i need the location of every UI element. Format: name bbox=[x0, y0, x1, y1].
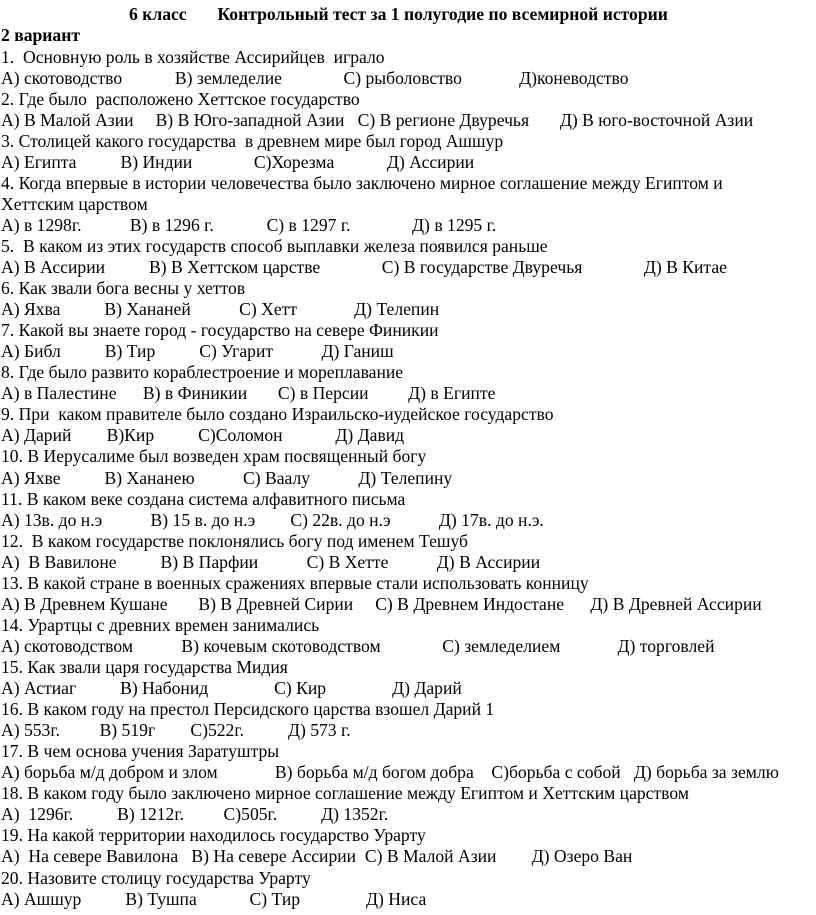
text-line: 6. Как звали бога весны у хеттов bbox=[1, 278, 246, 299]
text-line: 10. В Иерусалиме был возведен храм посвященный богу bbox=[1, 446, 427, 467]
text-line: А) Библ В) Тир С) Угарит Д) Ганиш bbox=[1, 341, 394, 362]
text-line: А) 1296г. В) 1212г. С)505г. Д) 1352г. bbox=[1, 804, 389, 825]
text-line: А) В Вавилоне В) В Парфии С) В Хетте Д) В Ассирии bbox=[1, 551, 541, 572]
text-line: 17. В чем основа учения Заратуштры bbox=[1, 741, 280, 762]
text-line: А) Дарий В)Кир С)Соломон Д) Давид bbox=[1, 425, 405, 446]
text-line: 15. Как звали царя государства Мидия bbox=[1, 657, 288, 677]
text-line: 19. На какой территории находилось государство Урарту bbox=[1, 825, 426, 846]
text-line: А) Яхве В) Хананею С) Ваалу Д) Телепину bbox=[1, 467, 453, 488]
text-line: А) Египта В) Индии С)Хорезма Д) Ассирии bbox=[1, 151, 475, 172]
text-line: А) скотоводством В) кочевым скотоводством С) земледелием Д) торговлей bbox=[1, 635, 715, 656]
text-line: А) в Палестине В) в Финикии С) в Персии Д) в Египте bbox=[1, 383, 496, 404]
text-line: 11. В каком веке создана система алфавитного письма bbox=[1, 488, 406, 509]
text-line: А) скотоводство В) земледелие С) рыболовство Д)коневодство bbox=[1, 67, 629, 88]
text-line: А) 13в. до н.э В) 15 в. до н.э С) 22в. до н.э Д) 17в. до н.э. bbox=[1, 509, 544, 530]
text-line: А) В Древнем Кушане В) В Древней Сирии С) В Древнем Индостане Д) В Древней Ассирии bbox=[1, 593, 762, 614]
text-line: 18. В каком году было заключено мирное соглашение между Египтом и Хеттским царством bbox=[1, 783, 689, 804]
text-line: А) В Малой Азии В) В Юго-западной Азии С) В регионе Двуречья Д) В юго-восточной Азии bbox=[1, 109, 754, 130]
text-line: А) Яхва В) Хананей С) Хетт Д) Телепин bbox=[1, 299, 440, 320]
text-line: 2. Где было расположено Хеттское государство bbox=[1, 88, 360, 109]
variant-label: 2 вариант bbox=[1, 25, 80, 45]
text-line: А) 553г. В) 519г С)522г. Д) 573 г. bbox=[1, 720, 351, 741]
text-line: 5. В каком из этих государств способ выплавки железа появился раньше bbox=[1, 236, 548, 256]
text-line: А) борьба м/д добром и злом В) борьба м/д богом добра С)борьба с собой Д) борьба за землю bbox=[1, 762, 779, 783]
text-line: А) Ашшур В) Тушпа С) Тир Д) Ниса bbox=[1, 888, 427, 909]
text-line: 20. Назовите столицу государства Урарту bbox=[1, 867, 311, 888]
text-line: 7. Какой вы знаете город - государство на севере Финикии bbox=[1, 320, 439, 341]
text-line: 12. В каком государстве поклонялись богу под именем Тешуб bbox=[1, 530, 468, 551]
text-line: 1. Основную роль в хозяйстве Ассирийцев играло bbox=[1, 46, 385, 67]
text-line: 8. Где было развито кораблестроение и мореплавание bbox=[1, 362, 404, 383]
text-line: 14. Урартцы с древних времен занимались bbox=[1, 614, 320, 635]
text-line: А) Астиаг В) Набонид С) Кир Д) Дарий bbox=[1, 678, 462, 698]
text-line: Хеттским царством bbox=[1, 193, 148, 214]
text-line: А) На севере Вавилона В) На севере Ассирии С) В Малой Азии Д) Озеро Ван bbox=[1, 846, 633, 867]
text-line: 9. При каком правителе было создано Израильско-иудейское государство bbox=[1, 404, 554, 425]
document-title: 6 класс Контрольный тест за 1 полугодие по всемирной истории bbox=[129, 4, 668, 24]
text-line: А) в 1298г. В) в 1296 г. С) в 1297 г. Д) в 1295 г. bbox=[1, 214, 497, 235]
text-line: 4. Когда впервые в истории человечества было заключено мирное соглашение между Египтом и bbox=[1, 172, 723, 193]
text-line: А) В Ассирии В) В Хеттском царстве С) В государстве Двуречья Д) В Китае bbox=[1, 257, 727, 277]
text-line: 13. В какой стране в военных сражениях впервые стали использовать конницу bbox=[1, 572, 589, 593]
text-line: 16. В каком году на престол Персидского царства взошел Дарий 1 bbox=[1, 699, 495, 720]
text-line: 3. Столицей какого государства в древнем мире был город Ашшур bbox=[1, 130, 504, 151]
